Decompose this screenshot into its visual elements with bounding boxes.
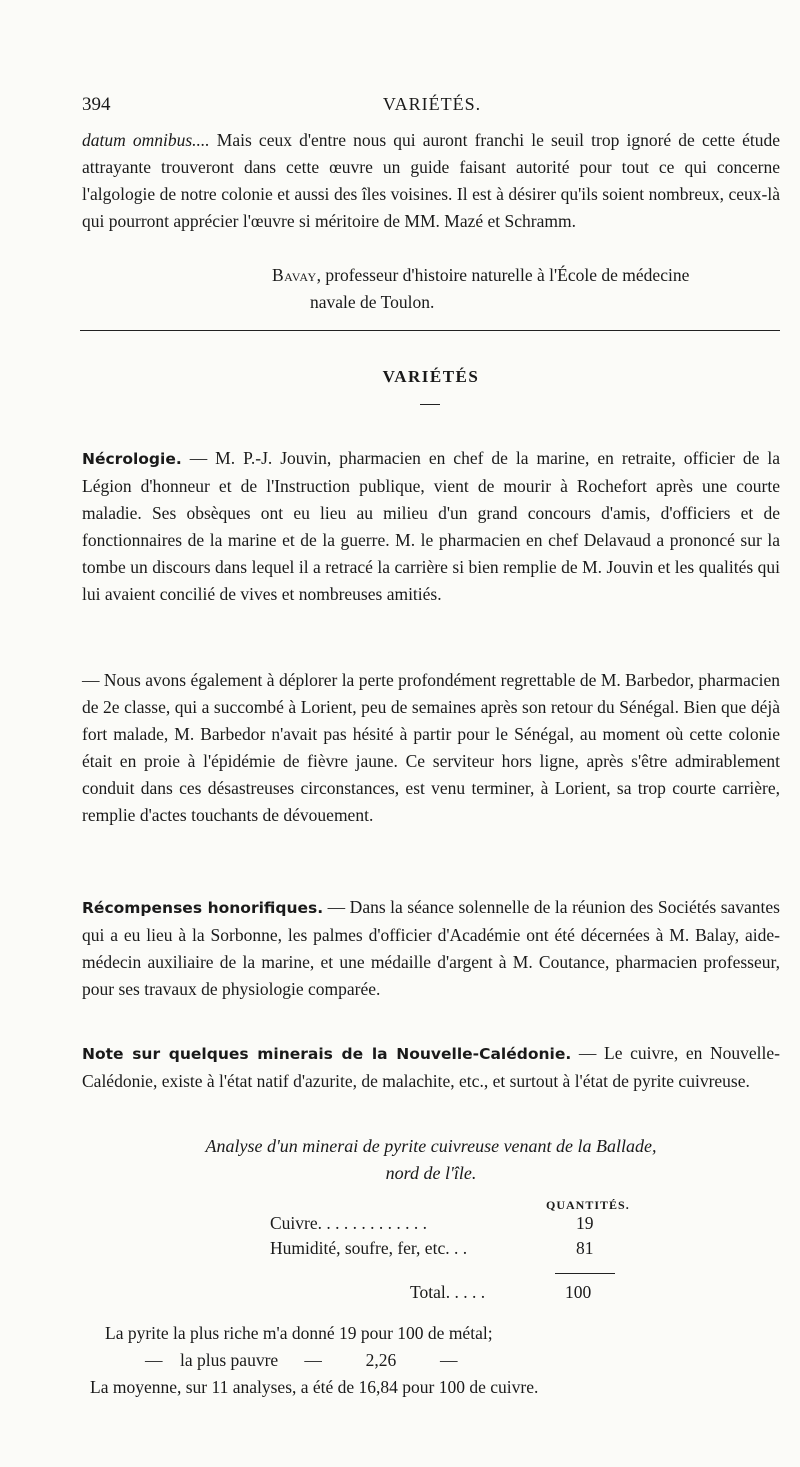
final-lines [90, 1320, 780, 1401]
caption-line2: nord de l'île. [385, 1163, 477, 1183]
signature [82, 262, 780, 316]
signature-line1: , professeur d'histoire naturelle à l'École de médecine [316, 265, 690, 285]
final-line1: La pyrite la plus riche m'a donné 19 pour 100 de métal; [105, 1323, 493, 1343]
section-divider [80, 330, 780, 331]
row-label: Cuivre. . . . . . . . . . . . . [270, 1213, 428, 1233]
total-label: Total. . . . . [410, 1282, 486, 1302]
recompenses-heading: Récompenses honorifiques. [82, 899, 324, 917]
recompenses-paragraph [82, 894, 780, 1003]
note-paragraph [82, 1040, 780, 1095]
total-rule [555, 1273, 615, 1274]
total-row [410, 1282, 610, 1306]
final-line3: La moyenne, sur 11 analyses, a été de 16,84 pour 100 de cuivre. [90, 1377, 539, 1397]
intro-lead: datum omnibus.... [82, 130, 210, 150]
row-value: 19 [576, 1213, 594, 1233]
barbedor-paragraph [82, 667, 780, 829]
running-title: VARIÉTÉS. [382, 94, 482, 114]
page-number: 394 [82, 94, 111, 115]
necrologie-heading: Nécrologie. [82, 450, 182, 468]
table-row [270, 1213, 610, 1237]
table-row [270, 1238, 610, 1262]
analysis-caption [82, 1133, 780, 1187]
note-text: — Le cuivre, en Nouvelle-Calédonie, existe à l'état natif d'azurite, de malachite, etc., et surtout à l'état de pyrite cuivreuse. [82, 1043, 780, 1091]
final-line2: — la plus pauvre — 2,26 — [145, 1350, 458, 1370]
caption-line1: Analyse d'un minerai de pyrite cuivreuse venant de la Ballade, [205, 1136, 657, 1156]
signature-line2: navale de Toulon. [310, 292, 435, 312]
intro-text: Mais ceux d'entre nous qui auront franchi le seuil trop ignoré de cette étude attrayante trouveront dans cette œuvre un guide faisant autorité pour tout ce qui concerne l'algologie de notre colonie et aussi des îles voisines. Il est à désirer qu'ils soient nombreux, ceux-là qui pourront apprécier l'œuvre si méritoire de MM. Mazé et Schramm. [82, 130, 780, 231]
necrologie-text: — M. P.-J. Jouvin, pharmacien en chef de la marine, en retraite, officier de la Légion d'honneur et de l'Instruction publique, vient de mourir à Rochefort après une courte maladie. Ses obsèques ont eu lieu au milieu d'un grand concours d'amis, d'officiers et de fonctionnaires de la marine et de la guerre. M. le pharmacien en chef Delavaud a prononcé sur la tombe un discours dans lequel il a retracé la carrière si bien remplie de M. Jouvin et les qualités qui lui avaient concilié de vives et nombreuses amitiés. [82, 448, 780, 604]
running-header [82, 94, 782, 118]
row-label: Humidité, soufre, fer, etc. . . [270, 1238, 468, 1258]
signature-name: Bavay [272, 265, 317, 285]
barbedor-text: — Nous avons également à déplorer la perte profondément regrettable de M. Barbedor, pharmacien de 2e classe, qui a succombé à Lorient, peu de semaines après son retour du Sénégal. Bien que déjà fort malade, M. Barbedor n'avait pas hésité à partir pour le Sénégal, au moment où cette colonie était en proie à l'épidémie de fièvre jaune. Ce serviteur hors ligne, après s'être admirablement conduit dans ces désastreuses circonstances, est venu terminer, à Lorient, sa trop courte carrière, remplie d'actes touchants de dévouement. [82, 670, 780, 825]
recompenses-text: — Dans la séance solennelle de la réunion des Sociétés savantes qui a eu lieu à la Sorbonne, les palmes d'officier d'Académie ont été décernées à M. Balay, aide-médecin auxiliaire de la marine, et une médaille d'argent à M. Coutance, pharmacien professeur, pour ses travaux de physiologie comparée. [82, 897, 780, 999]
total-value: 100 [565, 1282, 592, 1302]
necrologie-paragraph [82, 445, 780, 608]
note-heading: Note sur quelques minerais de la Nouvelle-Calédonie. [82, 1045, 572, 1063]
title-dash [420, 404, 440, 405]
intro-paragraph [82, 127, 780, 235]
section-title: VARIÉTÉS [382, 367, 480, 386]
quantities-header: QUANTITÉS. [546, 1198, 630, 1212]
row-value: 81 [576, 1238, 594, 1258]
